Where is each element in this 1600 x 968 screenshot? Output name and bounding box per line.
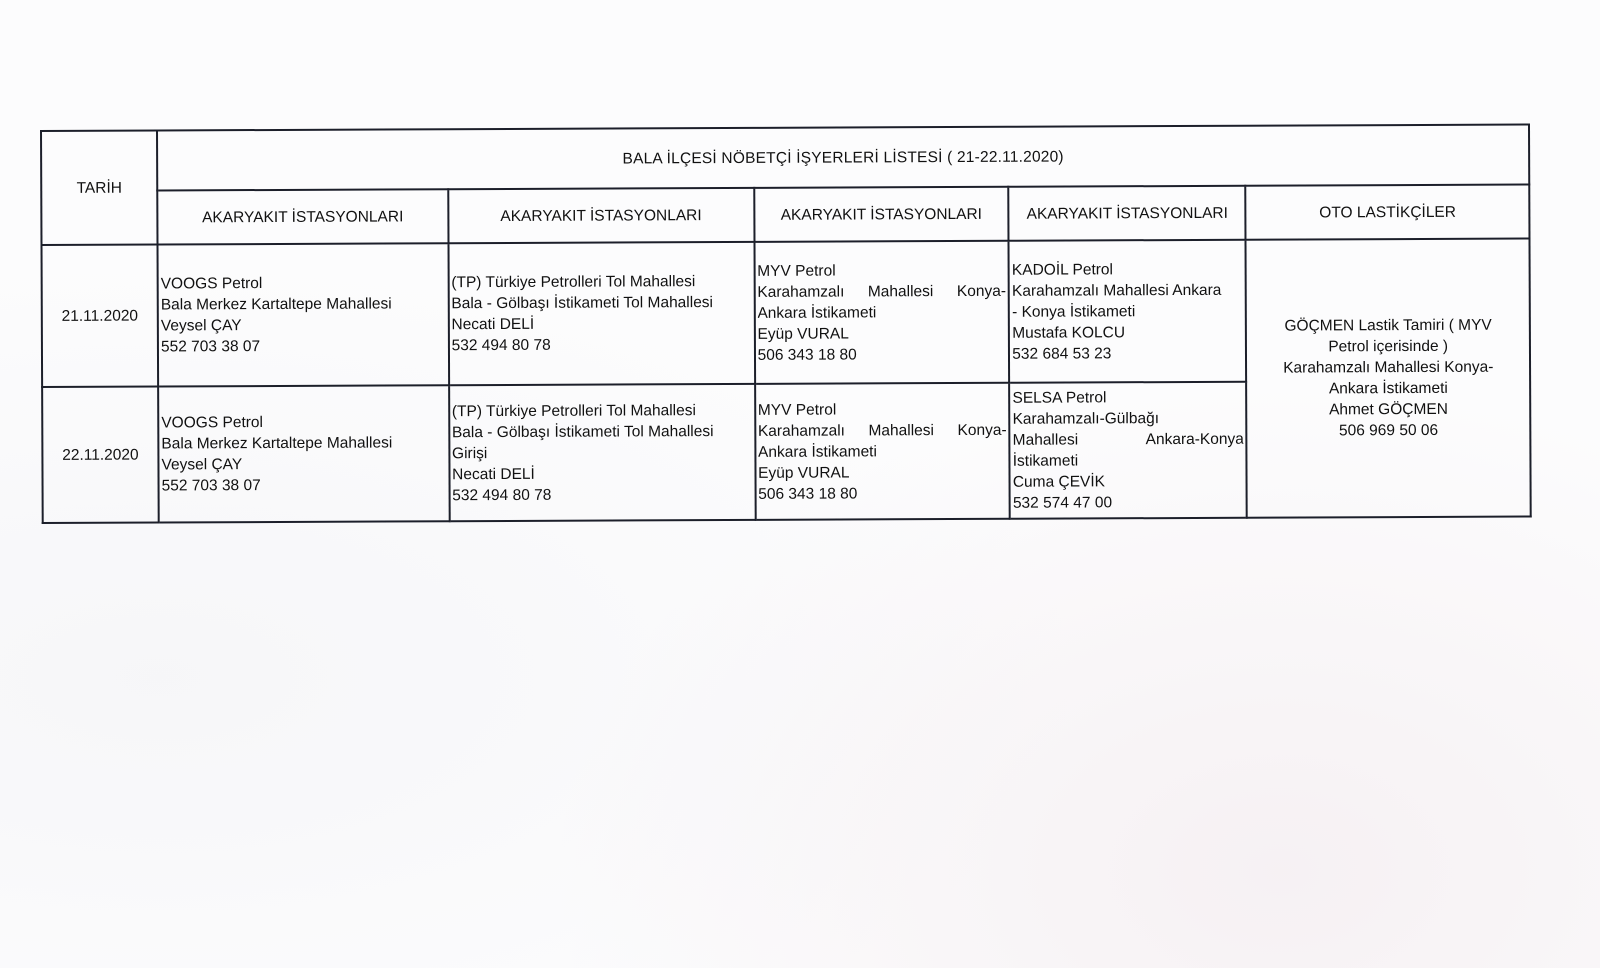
station-cell: [1009, 240, 1247, 383]
station-contact: Eyüp VURAL: [758, 463, 850, 482]
station-name: (TP) Türkiye Petrolleri Tol Mahallesi: [451, 273, 696, 292]
station-contact: Necati DELİ: [451, 315, 535, 334]
station-name: KADOİL Petrol: [1011, 260, 1114, 279]
station-contact: Veysel ÇAY: [161, 456, 243, 474]
station-address: Bala Merkez Kartaltepe Mahallesi: [160, 295, 392, 314]
station-cell: [1009, 382, 1247, 519]
station-name: (TP) Türkiye Petrolleri Tol Mahallesi: [451, 401, 696, 420]
station-address: Ankara İstikameti: [757, 303, 877, 322]
column-header-tire-shops: OTO LASTİKÇİLER: [1246, 185, 1530, 240]
station-contact: Necati DELİ: [452, 465, 535, 483]
date-cell: 21.11.2020: [42, 244, 159, 387]
tire-shop-name: GÖÇMEN Lastik Tamiri ( MYV: [1284, 316, 1492, 335]
station-contact: Cuma ÇEVİK: [1012, 473, 1106, 491]
date-cell: 22.11.2020: [42, 386, 159, 523]
column-header-row: [41, 185, 1529, 245]
station-cell: [158, 243, 449, 386]
station-phone: 506 343 18 80: [758, 484, 858, 503]
station-address: Karahamzalı-Gülbağı: [1012, 410, 1160, 428]
station-address: İstikameti: [1012, 452, 1079, 470]
column-header-fuel-2: AKARYAKIT İSTASYONLARI: [448, 188, 754, 243]
column-header-fuel-1: AKARYAKIT İSTASYONLARI: [157, 189, 448, 244]
station-phone: 552 703 38 07: [160, 338, 261, 356]
station-address: Bala - Gölbaşı İstikameti Tol Mahallesi: [451, 422, 714, 441]
table-row: [42, 239, 1531, 387]
station-cell: [158, 385, 449, 522]
station-address: Karahamzalı Mahallesi Konya-: [757, 421, 1007, 440]
column-header-fuel-3: AKARYAKIT İSTASYONLARI: [754, 187, 1009, 242]
station-contact: Veysel ÇAY: [160, 317, 242, 335]
station-name: MYV Petrol: [757, 401, 837, 419]
tire-shop-address: Ankara İstikameti: [1328, 379, 1448, 398]
page-title: BALA İLÇESİ NÖBETÇİ İŞYERLERİ LİSTESİ ( 21-22.11.2020): [157, 125, 1529, 191]
station-name: MYV Petrol: [757, 262, 836, 280]
station-cell: [448, 242, 755, 385]
tire-shop-phone: 506 969 50 06: [1338, 421, 1439, 440]
station-phone: 532 494 80 78: [451, 336, 551, 355]
tire-shop-name: Petrol içerisinde ): [1328, 337, 1449, 356]
station-phone: 552 703 38 07: [161, 477, 261, 495]
station-cell: [449, 384, 756, 521]
station-phone: 506 343 18 80: [757, 345, 857, 364]
station-contact: Eyüp VURAL: [757, 324, 849, 343]
station-cell: [754, 241, 1009, 384]
station-name: SELSA Petrol: [1012, 389, 1107, 407]
date-column-header: TARİH: [41, 130, 158, 245]
station-address: Bala - Gölbaşı İstikameti Tol Mahallesi: [451, 294, 714, 313]
station-phone: 532 574 47 00: [1012, 494, 1113, 512]
station-phone: 532 684 53 23: [1012, 344, 1112, 363]
column-header-fuel-4: AKARYAKIT İSTASYONLARI: [1009, 186, 1246, 241]
station-name: VOOGS Petrol: [161, 414, 264, 432]
station-cell: [755, 383, 1010, 520]
station-address: Ankara İstikameti: [757, 442, 877, 461]
station-contact: Mustafa KOLCU: [1012, 323, 1126, 342]
tire-shop-address: Karahamzalı Mahallesi Konya-: [1283, 358, 1494, 377]
tire-shop-cell: [1246, 239, 1531, 518]
station-address: Bala Merkez Kartaltepe Mahallesi: [161, 434, 393, 453]
station-address: Girişi: [452, 444, 488, 462]
station-address: Mahallesi Ankara-Konya: [1012, 430, 1244, 449]
tire-shop-contact: Ahmet GÖÇMEN: [1329, 400, 1448, 419]
station-address: Karahamzalı Mahallesi Ankara: [1011, 281, 1222, 300]
station-address: Karahamzalı Mahallesi Konya-: [757, 282, 1007, 301]
station-name: VOOGS Petrol: [160, 275, 263, 293]
duty-list-table: [40, 123, 1532, 523]
station-phone: 532 494 80 78: [452, 486, 552, 504]
station-address: - Konya İstikameti: [1012, 302, 1136, 321]
title-row: [41, 125, 1529, 191]
